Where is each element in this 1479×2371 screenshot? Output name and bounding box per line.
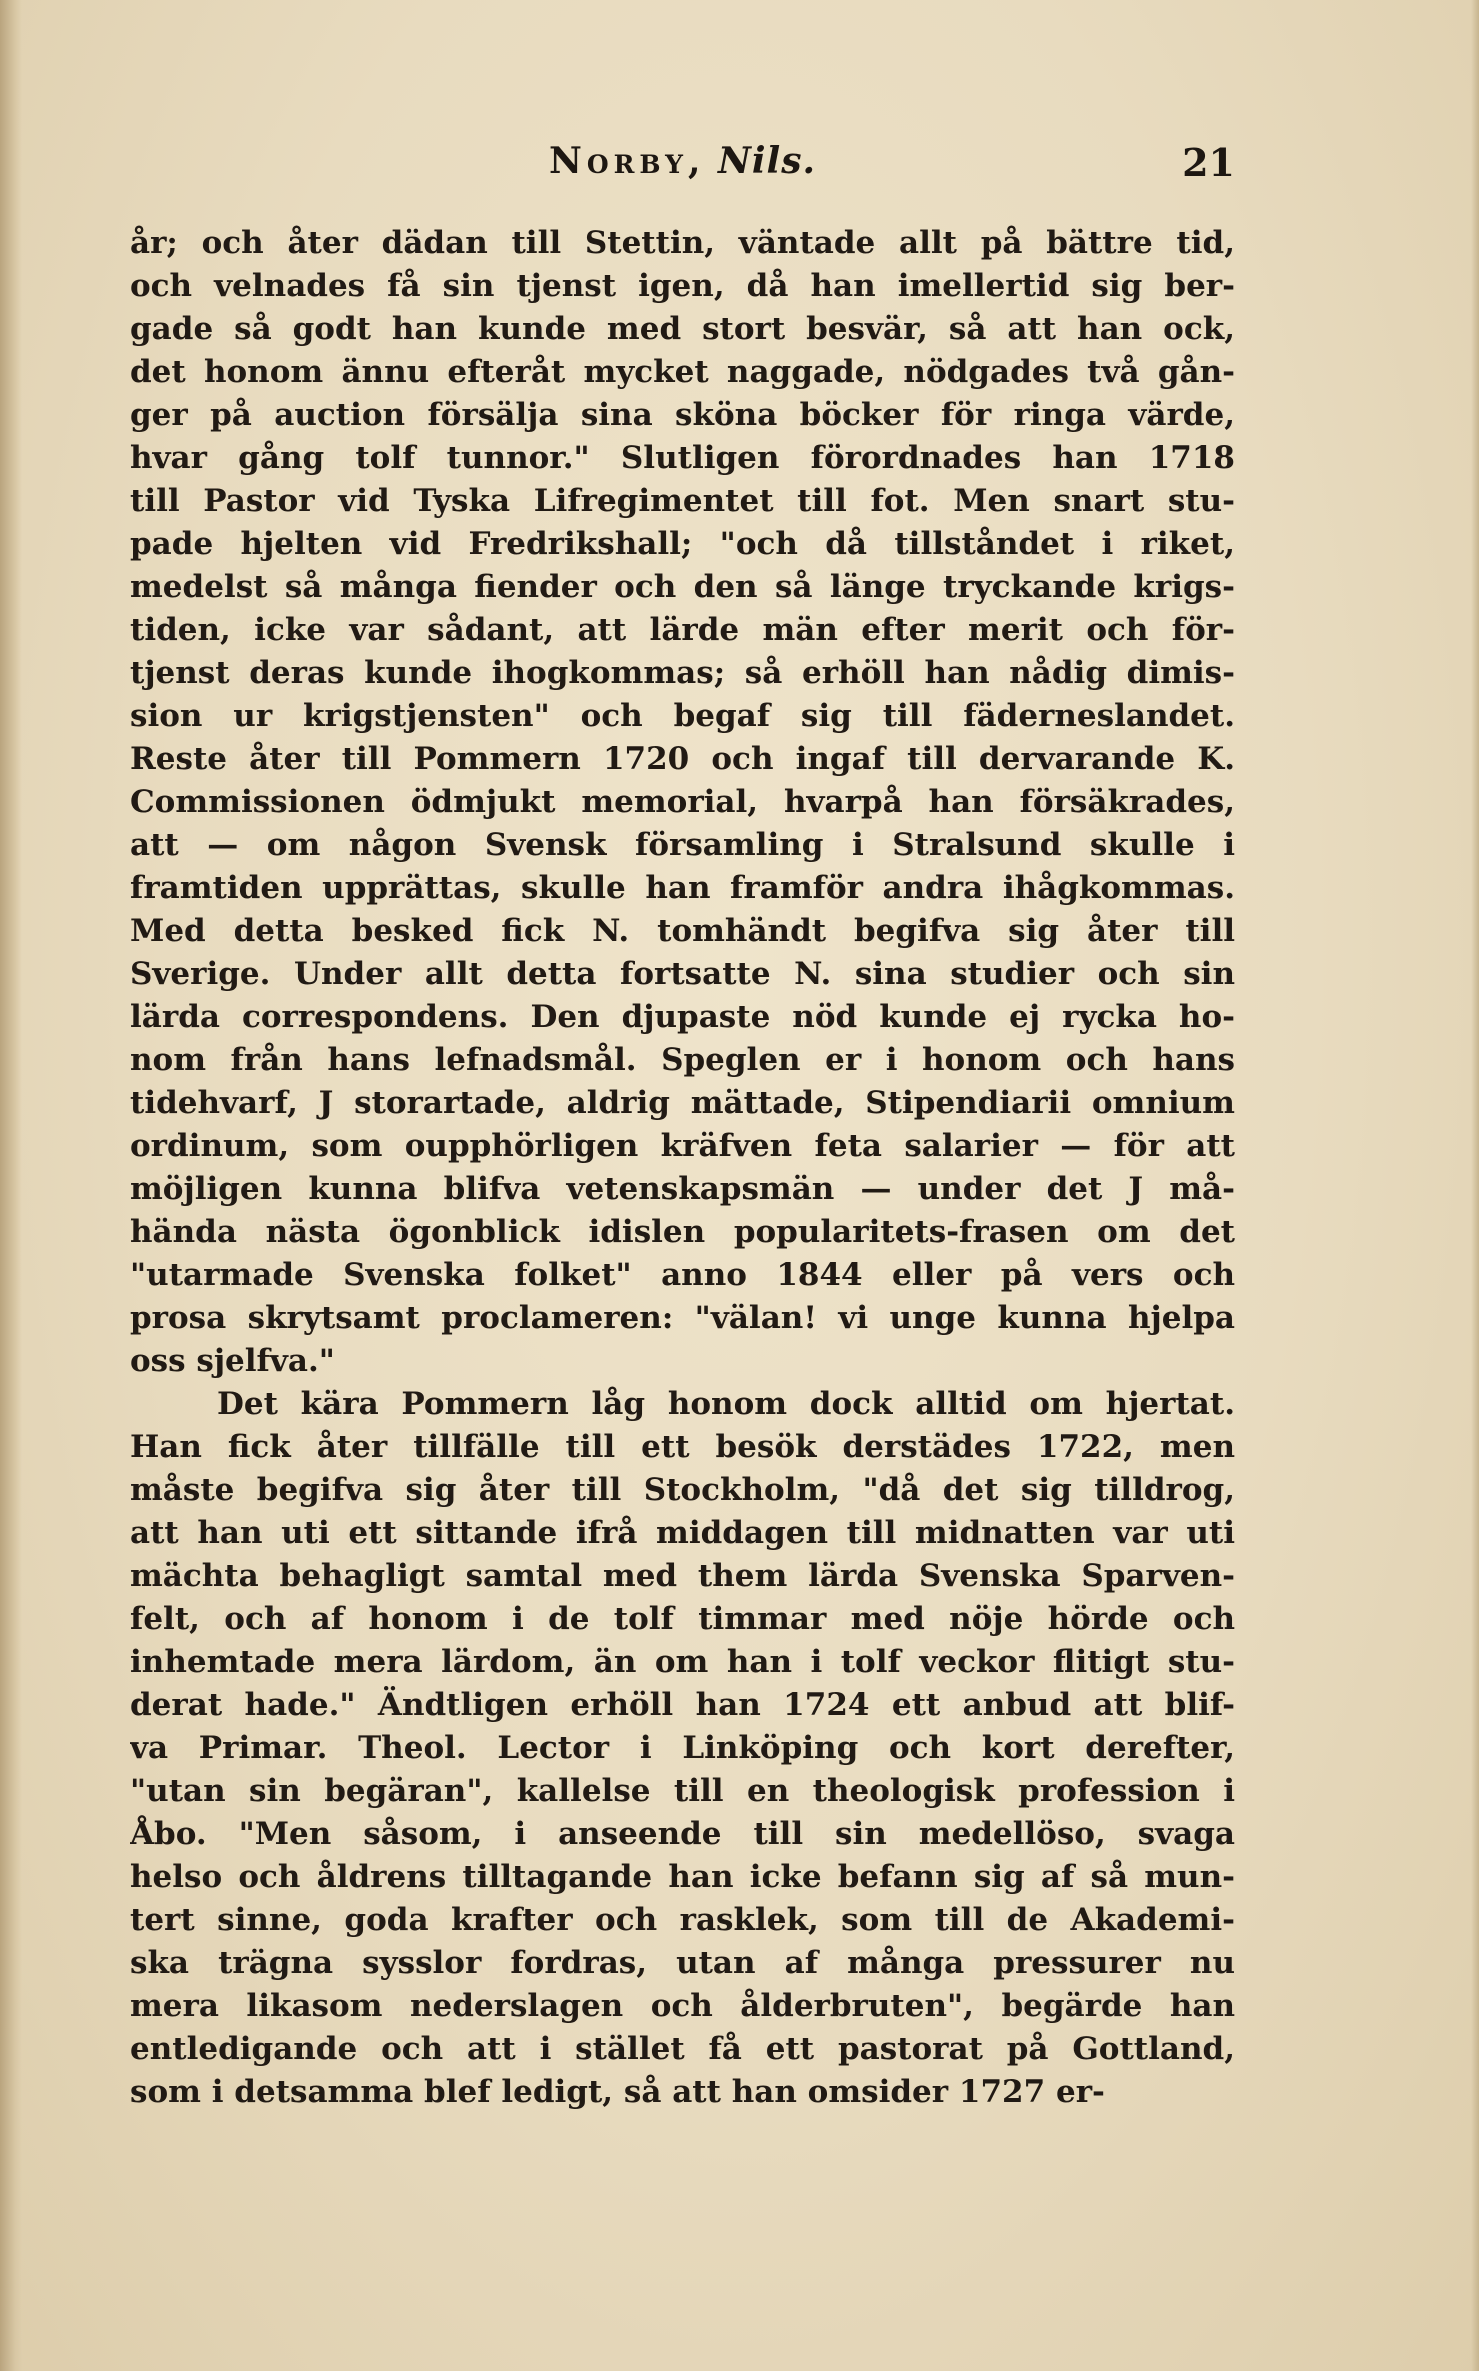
text-line: Reste åter till Pommern 1720 och ingaf till dervarande K. <box>130 741 1235 777</box>
text-line: Sverige. Under allt detta fortsatte N. sina studier och sin <box>130 956 1235 992</box>
running-head <box>130 140 1235 182</box>
text-line: att — om någon Svensk församling i Stralsund skulle i <box>130 827 1235 863</box>
text-line: "utan sin begäran", kallelse till en theologisk profession i <box>130 1773 1235 1809</box>
page-edge <box>1471 0 1479 2371</box>
text-line: prosa skrytsamt proclameren: "välan! vi unge kunna hjelpa <box>130 1300 1235 1336</box>
text-line: tert sinne, goda krafter och rasklek, som till de Akademi- <box>130 1902 1235 1938</box>
text-line: måste begifva sig åter till Stockholm, "då det sig tilldrog, <box>130 1472 1235 1508</box>
text-line: helso och åldrens tilltagande han icke befann sig af så mun- <box>130 1859 1235 1895</box>
text-line: derat hade." Ändtligen erhöll han 1724 ett anbud att blif- <box>130 1687 1235 1723</box>
text-line: sion ur krigstjensten" och begaf sig till fäderneslandet. <box>130 698 1235 734</box>
text-line: hända nästa ögonblick idislen popularitets-frasen om det <box>130 1214 1235 1250</box>
page-header <box>130 140 1235 200</box>
text-line: Det kära Pommern låg honom dock alltid om hjertat. <box>217 1386 1235 1422</box>
text-line: Med detta besked fick N. tomhändt begifva sig åter till <box>130 913 1235 949</box>
text-line: att han uti ett sittande ifrå middagen till midnatten var uti <box>130 1515 1235 1551</box>
binding-shadow <box>0 0 22 2371</box>
text-line: Han fick åter tillfälle till ett besök derstädes 1722, men <box>130 1429 1235 1465</box>
text-line: det honom ännu efteråt mycket naggade, nödgades två gån- <box>130 354 1235 390</box>
page-number: 21 <box>1182 140 1235 185</box>
body-text <box>130 222 1235 2114</box>
text-line: lärda correspondens. Den djupaste nöd kunde ej rycka ho- <box>130 999 1235 1035</box>
text-line: hvar gång tolf tunnor." Slutligen förordnades han 1718 <box>130 440 1235 476</box>
text-line: till Pastor vid Tyska Lifregimentet till fot. Men snart stu- <box>130 483 1235 519</box>
text-line: pade hjelten vid Fredrikshall; "och då tillståndet i riket, <box>130 526 1235 562</box>
text-line: som i detsamma blef ledigt, så att han omsider 1727 er- <box>130 2074 1105 2110</box>
text-line: mera likasom nederslagen och ålderbruten", begärde han <box>130 1988 1235 2024</box>
text-line: inhemtade mera lärdom, än om han i tolf veckor flitigt stu- <box>130 1644 1235 1680</box>
text-line: va Primar. Theol. Lector i Linköping och kort derefter, <box>130 1730 1235 1766</box>
paragraph <box>130 222 1235 1383</box>
text-line: framtiden upprättas, skulle han framför andra ihågkommas. <box>130 870 1235 906</box>
text-line: felt, och af honom i de tolf timmar med nöje hörde och <box>130 1601 1235 1637</box>
text-line: ordinum, som oupphörligen kräfven feta salarier — för att <box>130 1128 1235 1164</box>
text-line: "utarmade Svenska folket" anno 1844 eller på vers och <box>130 1257 1235 1293</box>
text-line: och velnades få sin tjenst igen, då han imellertid sig ber- <box>130 268 1235 304</box>
text-line: nom från hans lefnadsmål. Speglen er i honom och hans <box>130 1042 1235 1078</box>
text-line: tjenst deras kunde ihogkommas; så erhöll han nådig dimis- <box>130 655 1235 691</box>
text-line: gade så godt han kunde med stort besvär, så att han ock, <box>130 311 1235 347</box>
text-line: mächta behagligt samtal med them lärda Svenska Sparven- <box>130 1558 1235 1594</box>
text-line: möjligen kunna blifva vetenskapsmän — under det J må- <box>130 1171 1235 1207</box>
text-line: ska trägna sysslor fordras, utan af många pressurer nu <box>130 1945 1235 1981</box>
text-line: oss sjelfva." <box>130 1343 335 1379</box>
paragraph <box>130 1383 1235 2114</box>
text-line: tiden, icke var sådant, att lärde män efter merit och för- <box>130 612 1235 648</box>
text-line: år; och åter dädan till Stettin, väntade allt på bättre tid, <box>130 225 1235 261</box>
running-head-given-name: Nils. <box>717 140 817 182</box>
text-line: tidehvarf, J storartade, aldrig mättade, Stipendiarii omnium <box>130 1085 1235 1121</box>
text-line: medelst så många fiender och den så länge tryckande krigs- <box>130 569 1235 605</box>
running-head-surname: Norby, <box>548 140 706 182</box>
text-line: entledigande och att i stället få ett pastorat på Gottland, <box>130 2031 1235 2067</box>
text-line: ger på auction försälja sina sköna böcker för ringa värde, <box>130 397 1235 433</box>
text-line: Åbo. "Men såsom, i anseende till sin medellöso, svaga <box>130 1816 1235 1852</box>
text-line: Commissionen ödmjukt memorial, hvarpå han försäkrades, <box>130 784 1235 820</box>
